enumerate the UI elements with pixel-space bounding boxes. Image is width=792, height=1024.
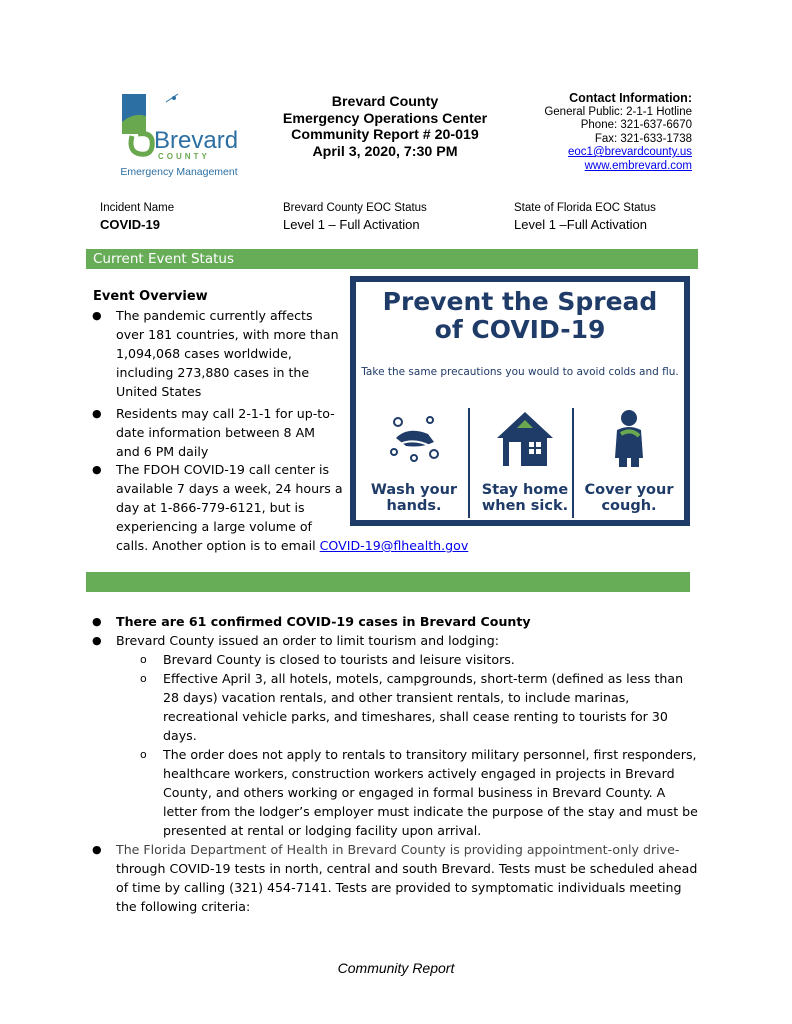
report-title <box>262 94 508 160</box>
overview-heading: Event Overview <box>93 289 208 304</box>
overview-bullet-2: ● Residents may call 2-1-1 for up-to- date information between 8 AM and 6 PM daily <box>92 406 335 459</box>
eoc-status-label: Brevard County EOC Status <box>283 202 427 214</box>
contact-info <box>500 92 692 173</box>
incident-label: Incident Name <box>100 202 175 214</box>
poster-subtitle: Take the same precautions you would to avoid colds and flu. <box>361 366 679 378</box>
sub-bullet-closed: o Brevard County is closed to tourists and leisure visitors. <box>140 652 515 667</box>
contact-heading: Contact Information: <box>569 91 692 105</box>
poster-wash-hands: Wash your hands. <box>361 408 467 520</box>
title-line-report-number: Community Report # 20-019 <box>291 127 479 143</box>
house-icon <box>495 408 555 468</box>
state-status-label: State of Florida EOC Status <box>514 202 656 214</box>
washing-hands-icon <box>384 408 444 468</box>
title-line-county: Brevard County <box>331 94 439 110</box>
contact-web-link[interactable]: www.embrevard.com <box>584 159 692 172</box>
overview-bullet-1: ● The pandemic currently affects over 181 countries, with more than 1,094,068 cases worldwide, including 273,880 cases in the United States <box>92 308 339 399</box>
poster-divider <box>572 408 574 518</box>
poster-cover-cough: Cover your cough. <box>576 408 682 520</box>
cover-cough-icon <box>599 408 659 468</box>
poster-stay-home: Stay home when sick. <box>472 408 578 520</box>
bullet-icon: ● <box>92 463 102 476</box>
overview-bullet-3-last-line: calls. Another option is to email COVID-19@flhealth.gov <box>116 538 469 553</box>
section-title: Current Event Status <box>93 251 234 267</box>
sub-bullet-icon: o <box>140 748 147 761</box>
title-line-date: April 3, 2020, 7:30 PM <box>312 143 458 160</box>
eoc-status-value: Level 1 – Full Activation <box>283 217 420 232</box>
poster-title: Prevent the Spread of COVID-19 <box>382 287 658 344</box>
svg-text:Brevard: Brevard <box>154 127 239 154</box>
bullet-tourism-order: ● Brevard County issued an order to limit tourism and lodging: <box>92 633 499 648</box>
incident-value: COVID-19 <box>100 217 160 232</box>
bullet-icon: ● <box>92 843 102 856</box>
page-footer: Community Report <box>337 960 455 976</box>
bullet-icon: ● <box>92 407 102 420</box>
contact-general: General Public: 2-1-1 Hotline <box>544 105 692 118</box>
contact-email-link[interactable]: eoc1@brevardcounty.us <box>568 146 692 158</box>
bullet-icon: ● <box>92 634 102 647</box>
prevent-spread-poster <box>350 276 690 526</box>
contact-phone: Phone: 321-637-6670 <box>580 119 692 131</box>
logo-caption: Emergency Management <box>120 166 238 178</box>
sub-bullet-exceptions: o The order does not apply to rentals to transitory military personnel, first responders, healthcare workers, construction workers actively engaged in projects in Brevard County, and others working or engaged in formal business in Brevard County. A letter from the lodger’s employer must indicate the purpose of the stay and must be presented at rental or lodging facility upon arrival. <box>140 747 698 838</box>
bullet-testing: ● The Florida Department of Health in Brevard County is providing appointment-only drive- through COVID-19 tests in north, central and south Brevard. Tests must be scheduled ahead of time by calling (321) 454-7141. Tests are provided to symptomatic individuals meeting the following criteria: <box>92 842 698 914</box>
flhealth-email-link[interactable]: COVID-19@flhealth.gov <box>319 538 469 553</box>
svg-text:COUNTY: COUNTY <box>158 152 210 161</box>
sub-bullet-effective: o Effective April 3, all hotels, motels, campgrounds, short-term (defined as less than 28 days) vacation rentals, and other transient rentals, to include marinas, recreational vehicle parks, and timeshares, shall cease renting to tourists for 30 days. <box>140 671 684 743</box>
section-bar-2 <box>86 572 690 592</box>
sub-bullet-icon: o <box>140 653 147 666</box>
state-status-value: Level 1 –Full Activation <box>514 217 647 232</box>
bullet-icon: ● <box>92 615 102 628</box>
bullet-confirmed-cases: ● There are 61 confirmed COVID-19 cases in Brevard County <box>92 614 531 629</box>
overview-bullet-3: ● The FDOH COVID-19 call center is available 7 days a week, 24 hours a day at 1-866-779-6121, but is experiencing a large volume of <box>92 462 343 534</box>
poster-divider <box>468 408 470 518</box>
bullet-icon: ● <box>92 309 102 322</box>
sub-bullet-icon: o <box>140 672 147 685</box>
title-line-eoc: Emergency Operations Center <box>282 110 488 127</box>
contact-fax: Fax: 321-633-1738 <box>594 132 692 145</box>
